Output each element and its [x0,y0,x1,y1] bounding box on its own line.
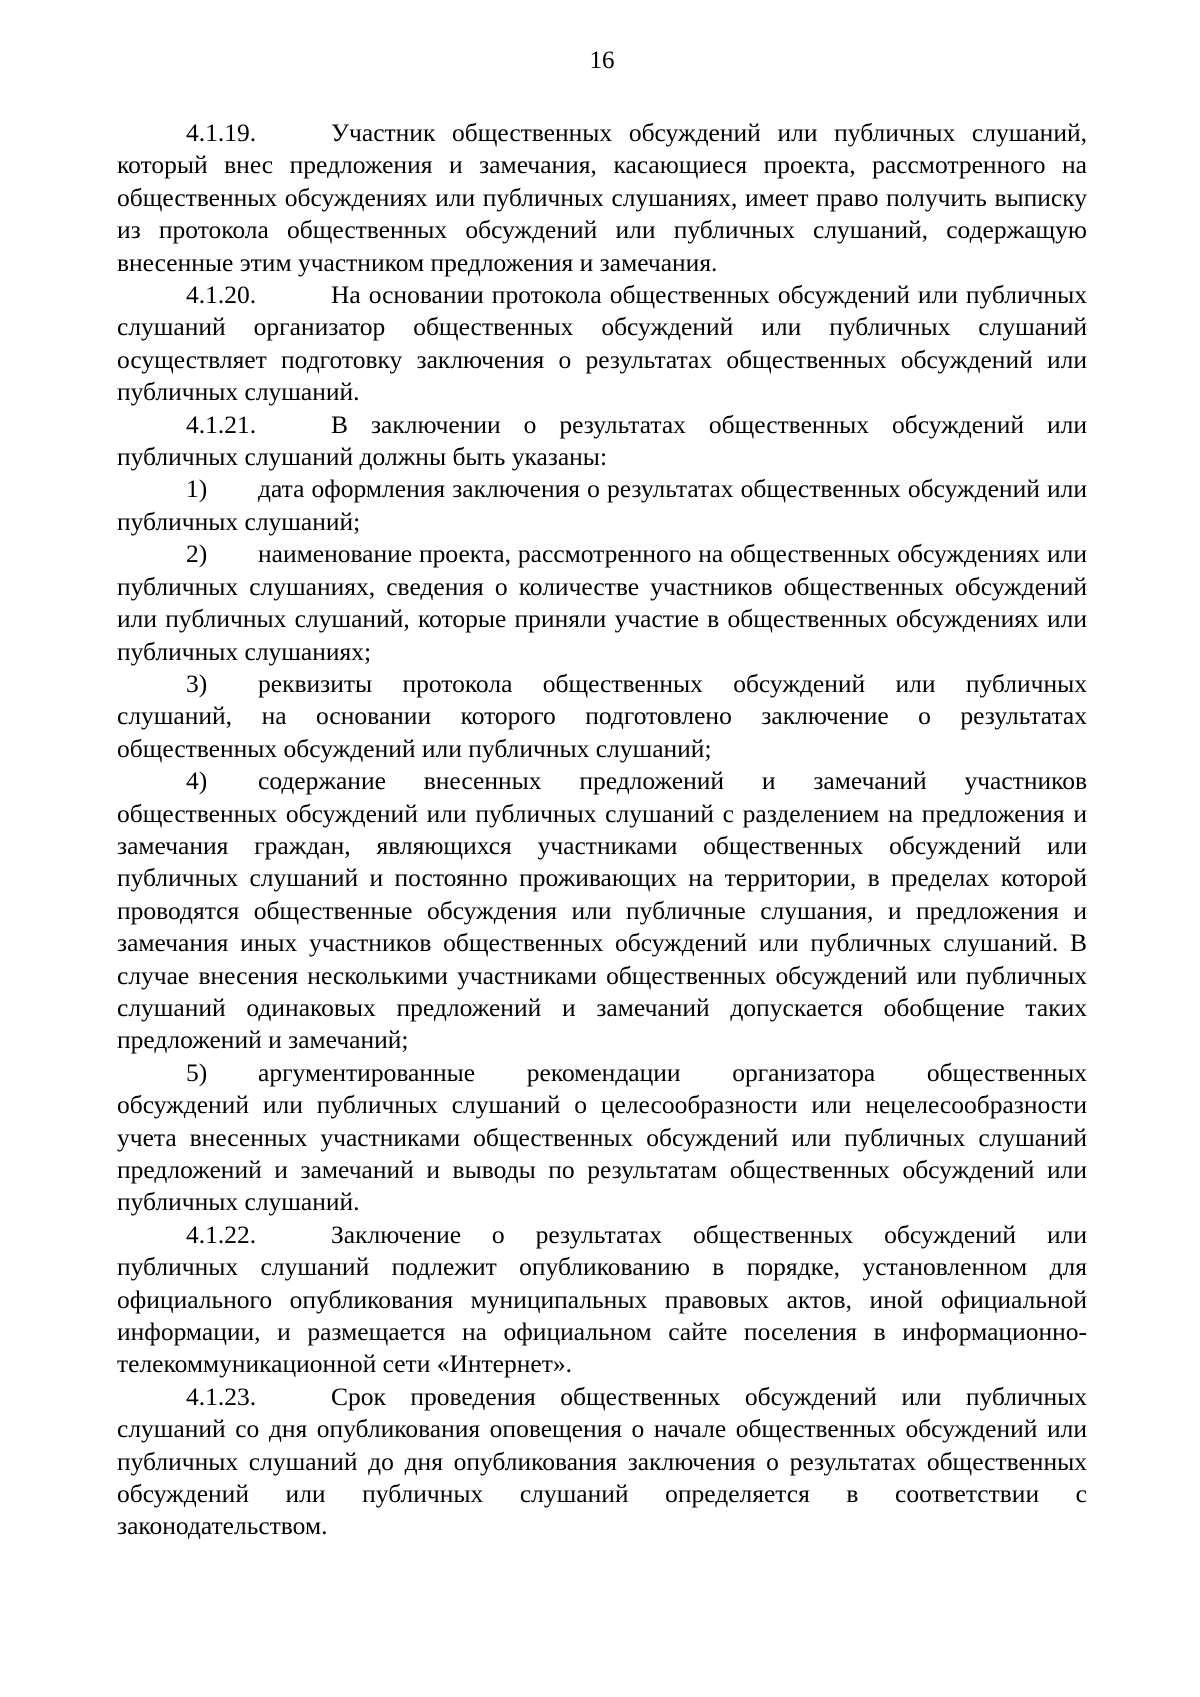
clause-4-1-20 [117,279,1087,409]
list-item-text: наименование проекта, рассмотренного на общественных обсуждениях или публичных слушаниях, сведения о количестве участников общественных обсуждений или публичных слушаний, которые приняли участие в общественных обсуждениях или публичных слушаниях; [117,539,1087,666]
list-item-5 [117,1057,1087,1219]
clause-text: Участник общественных обсуждений или публичных слушаний, который внес предложения и замечания, касающиеся проекта, рассмотренного на общественных обсуждениях или публичных слушаниях, имеет право получить выписку из протокола общественных обсуждений или публичных слушаний, содержащую внесенные этим участником предложения и замечания. [117,118,1087,277]
clause-text: На основании протокола общественных обсуждений или публичных слушаний организатор общественных обсуждений или публичных слушаний осуществляет подготовку заключения о результатах общественных обсуждений или публичных слушаний. [117,280,1087,407]
clause-4-1-19 [117,117,1087,279]
list-item-4 [117,765,1087,1057]
clause-text: Срок проведения общественных обсуждений или публичных слушаний со дня опубликования оповещения о начале общественных обсуждений или публичных слушаний до дня опубликования заключения о результатах общественных обсуждений или публичных слушаний определяется в соответствии с законодательством. [117,1381,1087,1541]
list-item-text: дата оформления заключения о результатах общественных обсуждений или публичных слушаний; [117,474,1087,536]
list-item-text: содержание внесенных предложений и замечаний участников общественных обсуждений или публичных слушаний с разделением на предложения и замечания граждан, являющихся участниками общественных обсуждений или публичных слушаний и постоянно проживающих на территории, в пределах которой проводятся общественные обсуждения или публичные слушания, и предложения и замечания иных участников общественных обсуждений или публичных слушаний. В случае внесения несколькими участниками общественных обсуждений или публичных слушаний одинаковых предложений и замечаний допускается обобщение таких предложений и замечаний; [117,766,1087,1055]
clause-text: В заключении о результатах общественных обсуждений или публичных слушаний должны быть указаны: [117,409,1087,472]
list-item-number: 2) [186,539,208,569]
clause-number: 4.1.21. [186,409,257,439]
clause-number: 4.1.22. [186,1219,257,1249]
clause-4-1-23 [117,1381,1087,1543]
list-item-number: 1) [186,474,208,504]
page-number: 16 [589,47,615,74]
list-item-text: аргументированные рекомендации организатора общественных обсуждений или публичных слушаний о целесообразности или нецелесообразности учета внесенных участниками общественных обсуждений или публичных слушаний предложений и замечаний и выводы по результатам общественных обсуждений или публичных слушаний. [117,1057,1087,1217]
list-item-1 [117,473,1087,538]
list-item-number: 3) [186,668,208,698]
clause-number: 4.1.19. [186,118,257,147]
list-item-3 [117,668,1087,765]
list-item-number: 5) [186,1057,208,1087]
list-item-number: 4) [186,766,208,796]
clause-4-1-21 [117,409,1087,474]
list-item-2 [117,538,1087,668]
clause-4-1-22 [117,1219,1087,1381]
document-body [117,117,1087,1543]
clause-number: 4.1.20. [186,280,257,310]
clause-number: 4.1.23. [186,1381,257,1411]
clause-text: Заключение о результатах общественных обсуждений или публичных слушаний подлежит опубликованию в порядке, установленном для официального опубликования муниципальных правовых актов, иной официальной информации, и размещается на официальном сайте поселения в информационно-телекоммуникационной сети «Интернет». [117,1219,1087,1379]
list-item-text: реквизиты протокола общественных обсуждений или публичных слушаний, на основании которого подготовлено заключение о результатах общественных обсуждений или публичных слушаний; [117,668,1087,763]
